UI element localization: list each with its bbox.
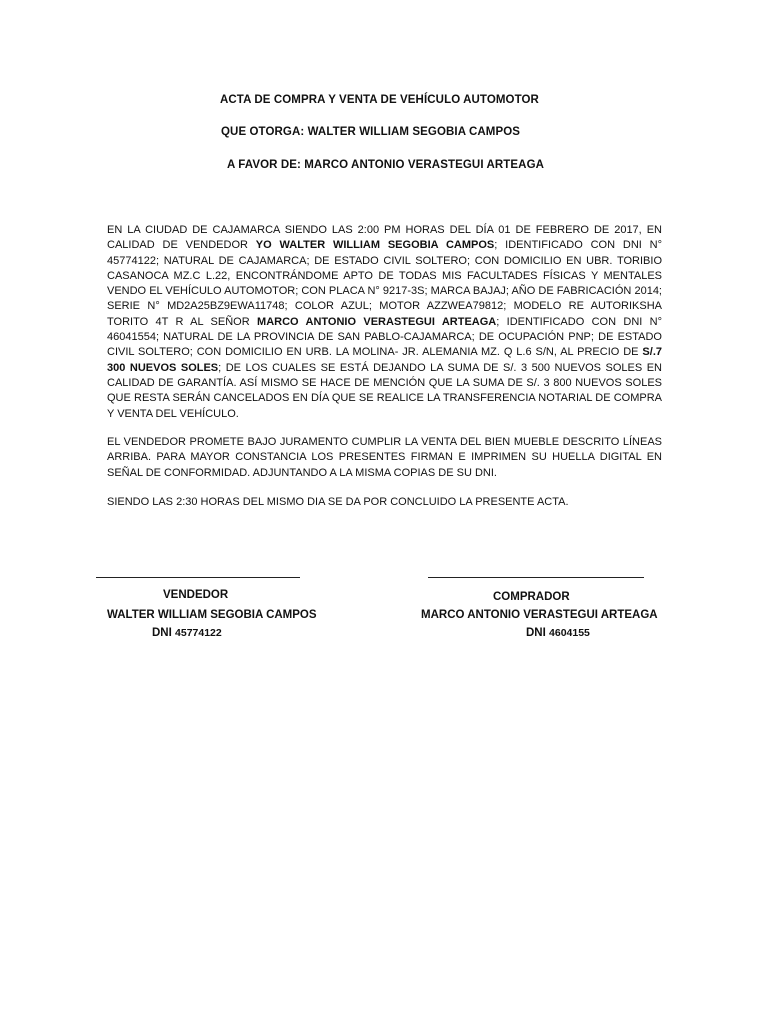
seller-dni-number: 45774122 <box>175 627 222 639</box>
paragraph-text: ; IDENTIFICADO CON DNI N° 46041554; NATURAL DE LA PROVINCIA DE SAN PABLO-CAJAMARCA; DE OCUPACIÓN PNP; DE ESTADO CIVIL SOLTERO; CON DOMICILIO EN URB. LA MOLINA- JR. ALEMANIA MZ. Q L.6 S/N, AL PRECIO DE <box>107 315 663 359</box>
buyer-dni-number: 4604155 <box>549 627 590 639</box>
contract-paragraph-promise: EL VENDEDOR PROMETE BAJO JURAMENTO CUMPLIR LA VENTA DEL BIEN MUEBLE DESCRITO LÍNEAS ARRIBA. PARA MAYOR CONSTANCIA LOS PRESENTES FIRMAN E IMPRIMEN SU HUELLA DIGITAL EN SEÑAL DE CONFORMIDAD. ADJUNTANDO A LA MISMA COPIAS DE SU DNI. <box>107 436 662 479</box>
grantor-line: QUE OTORGA: WALTER WILLIAM SEGOBIA CAMPOS <box>221 126 521 138</box>
paragraph-text: ; IDENTIFICADO CON DNI N° 45774122; NATURAL DE CAJAMARCA; DE ESTADO CIVIL SOLTERO; CON DOMICILIO EN UBR. TORIBIO CASANOCA MZ.C L.22, ENCONTRÁNDOME APTO DE TODAS MIS FACULTADES FÍSICAS Y MENTALES VENDO EL VEHÍCULO AUTOMOTOR; CON PLACA N° 9217-3S; MARCA BAJAJ; AÑO DE FABRICACIÓN 2014; SERIE N° MD2A25BZ9EWA11748; COLOR AZUL; MOTOR AZZWEA79812; MODELO RE AUTORIKSHA TORITO 4T R AL SEÑOR <box>107 239 662 328</box>
seller-dni <box>152 627 222 639</box>
contract-paragraph-main <box>107 223 662 422</box>
buyer-signature-line <box>428 577 644 578</box>
paragraph-text: EN LA CIUDAD DE CAJAMARCA SIENDO LAS 2:00 PM HORAS DEL DÍA 01 DE FEBRERO DE 2017, EN CALIDAD DE VENDEDOR <box>107 224 662 252</box>
buyer-role-label: COMPRADOR <box>493 591 570 603</box>
buyer-name-bold: MARCO ANTONIO VERASTEGUI ARTEAGA <box>257 315 497 328</box>
buyer-dni <box>526 627 590 639</box>
buyer-dni-label: DNI <box>526 627 546 639</box>
seller-signature-line <box>96 577 300 578</box>
seller-name-bold: YO WALTER WILLIAM SEGOBIA CAMPOS <box>255 239 495 252</box>
document-title: ACTA DE COMPRA Y VENTA DE VEHÍCULO AUTOMOTOR <box>220 94 539 106</box>
seller-name: WALTER WILLIAM SEGOBIA CAMPOS <box>107 609 317 621</box>
seller-dni-label: DNI <box>152 627 172 639</box>
beneficiary-line: A FAVOR DE: MARCO ANTONIO VERASTEGUI ARTEAGA <box>227 159 545 171</box>
seller-role-label: VENDEDOR <box>163 589 229 601</box>
buyer-name: MARCO ANTONIO VERASTEGUI ARTEAGA <box>421 609 658 621</box>
contract-paragraph-closing: SIENDO LAS 2:30 HORAS DEL MISMO DIA SE DA POR CONCLUIDO LA PRESENTE ACTA. <box>107 496 569 508</box>
paragraph-text: ; DE LOS CUALES SE ESTÁ DEJANDO LA SUMA DE S/. 3 500 NUEVOS SOLES EN CALIDAD DE GARANTÍA. ASÍ MISMO SE HACE DE MENCIÓN QUE LA SUMA DE S/. 3 800 NUEVOS SOLES QUE RESTA SERÁN CANCELADOS EN DÍA QUE SE REALICE LA TRANSFERENCIA NOTARIAL DE COMPRA Y VENTA DEL VEHÍCULO. <box>107 361 662 420</box>
price-bold: S/.7 300 NUEVOS SOLES <box>107 346 662 374</box>
